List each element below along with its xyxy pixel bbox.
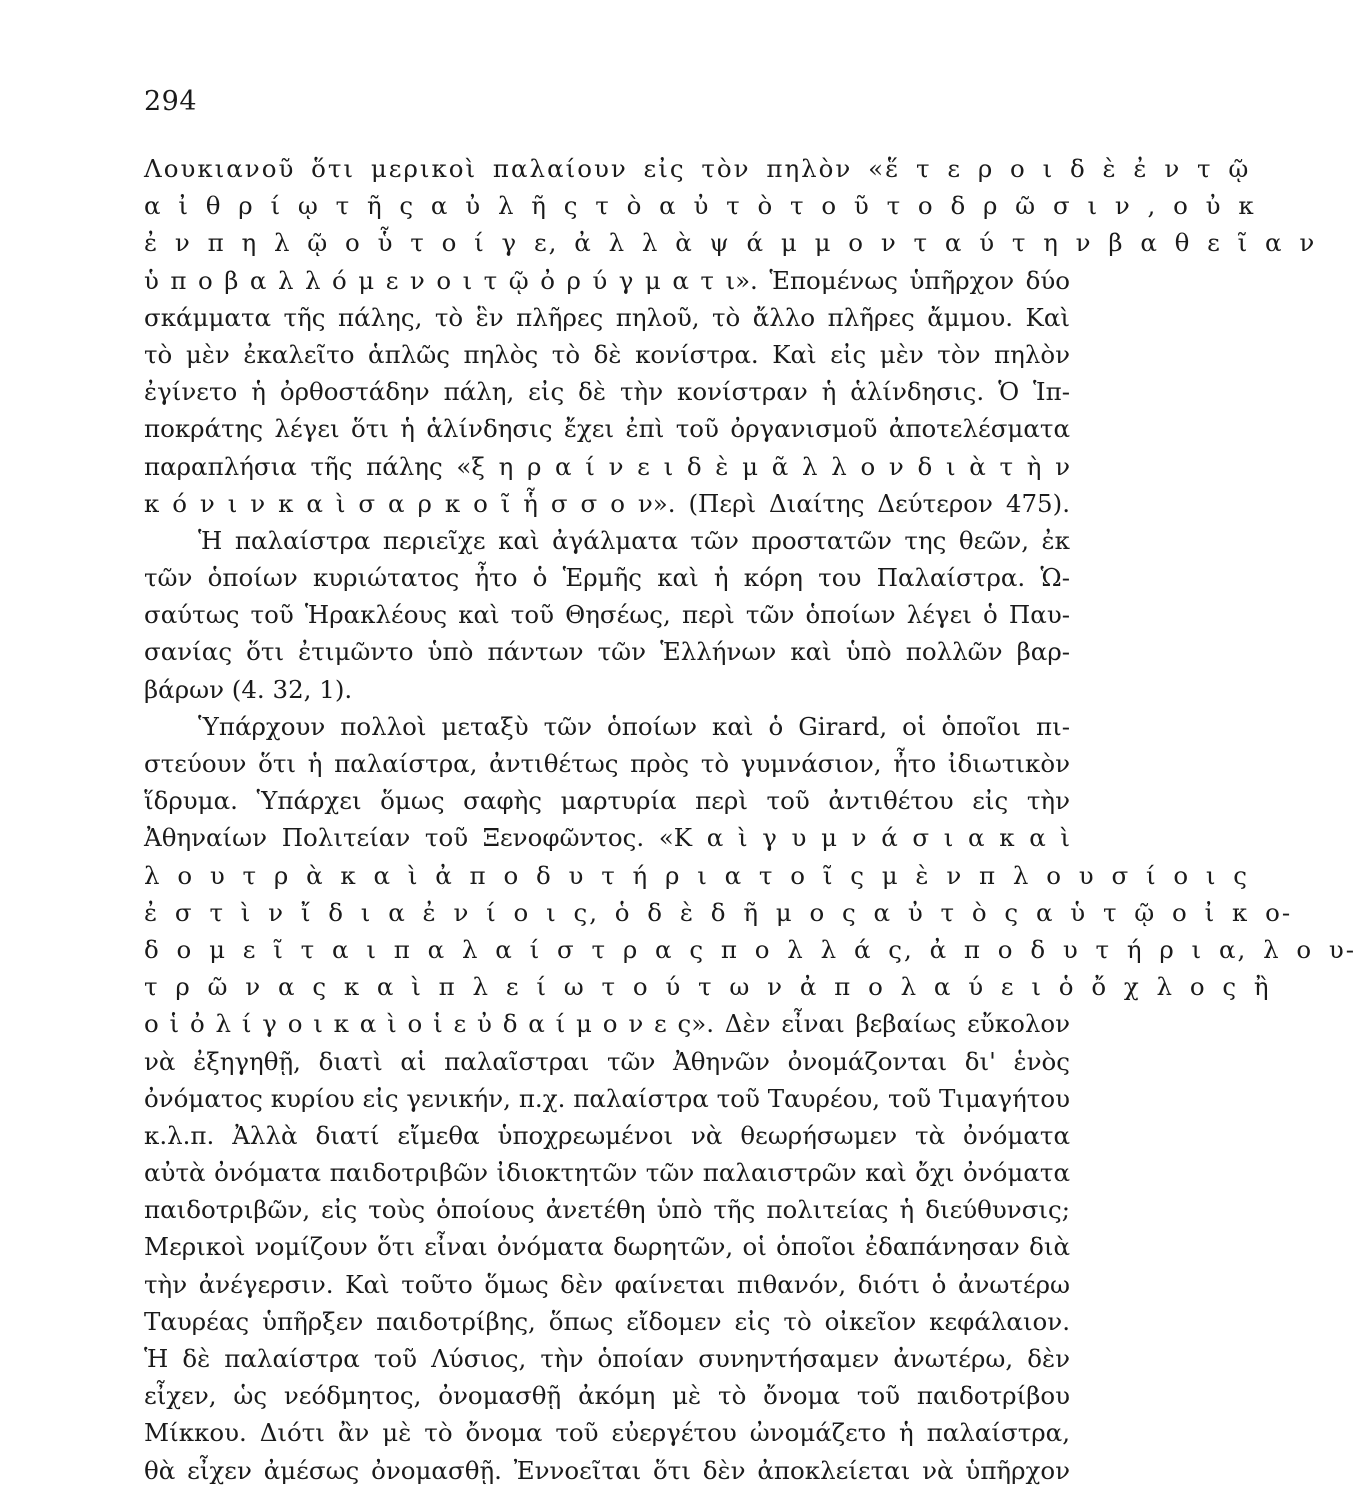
text-line: ὀνόματος κυρίου εἰς γενικήν, π.χ. παλαίστρα τοῦ Ταυρέου, τοῦ Τιμαγήτου — [144, 1083, 1070, 1113]
text-line: σκάμματα τῆς πάλης, τὸ ἓν πλῆρες πηλοῦ, τὸ ἄλλο πλῆρες ἄμμου. Καὶ — [144, 302, 1070, 332]
text-line: Μερικοὶ νομίζουν ὅτι εἶναι ὀνόματα δωρητῶν, οἱ ὁποῖοι ἐδαπάνησαν διὰ — [144, 1232, 1070, 1262]
text-line: παιδοτριβῶν, εἰς τοὺς ὁποίους ἀνετέθη ὑπὸ τῆς πολιτείας ἡ διεύθυνσις; — [144, 1195, 1070, 1225]
text-line: Λουκιανοῦ ὅτι μερικοὶ παλαίουν εἰς τὸν πηλὸν «ἕ τ ε ρ ο ι δ ὲ ἐ ν τ ῷ — [144, 154, 1251, 183]
text-line: τὸ μὲν ἐκαλεῖτο ἁπλῶς πηλὸς τὸ δὲ κονίστρα. Καὶ εἰς μὲν τὸν πηλὸν — [144, 339, 1070, 369]
text-line: ἐ σ τ ὶ ν ἴ δ ι α ἐ ν ί ο ι ς, ὁ δ ὲ δ ῆ μ ο ς α ὐ τ ὸ ς α ὑ τ ῷ ο ἰ κ ο- — [144, 897, 1293, 927]
text-line: τῶν ὁποίων κυριώτατος ἦτο ὁ Ἑρμῆς καὶ ἡ κόρη του Παλαίστρα. Ὡ- — [144, 563, 1070, 593]
text-line: Μίκκου. Διότι ἂν μὲ τὸ ὄνομα τοῦ εὐεργέτου ὠνομάζετο ἡ παλαίστρα, — [144, 1418, 1070, 1448]
text-line: ποκράτης λέγει ὅτι ἡ ἁλίνδησις ἔχει ἐπὶ τοῦ ὀργανισμοῦ ἀποτελέσματα — [144, 414, 1070, 444]
paragraph-end-line: βάρων (4. 32, 1). — [144, 674, 353, 704]
text-line: σαύτως τοῦ Ἡρακλέους καὶ τοῦ Θησέως, περὶ τῶν ὁποίων λέγει ὁ Παυ- — [144, 600, 1070, 630]
text-line: εἶχεν, ὡς νεόδμητος, ὀνομασθῇ ἀκόμη μὲ τὸ ὄνομα τοῦ παιδοτρίβου — [144, 1381, 1070, 1411]
paragraph-start-line: Ὑπάρχουν πολλοὶ μεταξὺ τῶν ὁποίων καὶ ὁ Girard, οἱ ὁποῖοι πι- — [198, 711, 1070, 741]
text-line: κ.λ.π. Ἀλλὰ διατί εἴμεθα ὑποχρεωμένοι νὰ θεωρήσωμεν τὰ ὀνόματα — [144, 1120, 1070, 1150]
text-line: νὰ ἐξηγηθῇ, διατὶ αἱ παλαῖστραι τῶν Ἀθηνῶν ὀνομάζονται δι' ἑνὸς — [144, 1046, 1070, 1076]
text-line: ο ἱ ὀ λ ί γ ο ι κ α ὶ ο ἱ ε ὐ δ α ί μ ο ν ε ς». Δὲν εἶναι βεβαίως εὔκολον — [144, 1009, 1070, 1039]
text-line: λ ο υ τ ρ ὰ κ α ὶ ἀ π ο δ υ τ ή ρ ι α τ ο ῖ ς μ ὲ ν π λ ο υ σ ί ο ι ς — [144, 860, 1250, 890]
text-line: στεύουν ὅτι ἡ παλαίστρα, ἀντιθέτως πρὸς τὸ γυμνάσιον, ἦτο ἰδιωτικὸν — [144, 749, 1070, 778]
text-line: Ἀθηναίων Πολιτείαν τοῦ Ξενοφῶντος. «Κ α ὶ γ υ μ ν ά σ ι α κ α ὶ — [144, 823, 1070, 853]
text-line: τ ρ ῶ ν α ς κ α ὶ π λ ε ί ω τ ο ύ τ ω ν ἀ π ο λ α ύ ε ι ὁ ὄ χ λ ο ς ἢ — [144, 972, 1271, 1002]
text-line: ἵδρυμα. Ὑπάρχει ὅμως σαφὴς μαρτυρία περὶ τοῦ ἀντιθέτου εἰς τὴν — [144, 786, 1070, 816]
text-line: δ ο μ ε ῖ τ α ι π α λ α ί σ τ ρ α ς π ο λ λ ά ς, ἀ π ο δ υ τ ή ρ ι α, λ ο υ- — [144, 934, 1356, 964]
text-line: σανίας ὅτι ἐτιμῶντο ὑπὸ πάντων τῶν Ἑλλήνων καὶ ὑπὸ πολλῶν βαρ- — [144, 637, 1070, 667]
body-text — [144, 150, 1356, 1489]
text-line: θὰ εἶχεν ἀμέσως ὀνομασθῇ. Ἐννοεῖται ὅτι δὲν ἀποκλείεται νὰ ὑπῆρχον — [144, 1455, 1070, 1485]
text-line: ἐγίνετο ἡ ὀρθοστάδην πάλη, εἰς δὲ τὴν κονίστραν ἡ ἁλίνδησις. Ὁ Ἱπ- — [144, 377, 1070, 407]
text-line: Ἡ δὲ παλαίστρα τοῦ Λύσιος, τὴν ὁποίαν συνηντήσαμεν ἀνωτέρω, δὲν — [144, 1344, 1070, 1373]
text-line: ὑ π ο β α λ λ ό μ ε ν ο ι τ ῷ ὀ ρ ύ γ μ α τ ι». Ἑπομένως ὑπῆρχον δύο — [144, 265, 1070, 295]
text-line: αὐτὰ ὀνόματα παιδοτριβῶν ἰδιοκτητῶν τῶν παλαιστρῶν καὶ ὄχι ὀνόματα — [144, 1158, 1070, 1188]
text-line: Ταυρέας ὑπῆρξεν παιδοτρίβης, ὅπως εἴδομεν εἰς τὸ οἰκεῖον κεφάλαιον. — [144, 1306, 1070, 1336]
text-line: α ἰ θ ρ ί ῳ τ ῆ ς α ὐ λ ῆ ς τ ὸ α ὐ τ ὸ τ ο ῦ τ ο δ ρ ῶ σ ι ν , ο ὐ κ — [144, 191, 1256, 221]
page-number: 294 — [144, 86, 198, 117]
paragraph-start-line: Ἡ παλαίστρα περιεῖχε καὶ ἀγάλματα τῶν προστατῶν της θεῶν, ἐκ — [198, 525, 1070, 555]
text-line: τὴν ἀνέγερσιν. Καὶ τοῦτο ὅμως δὲν φαίνεται πιθανόν, διότι ὁ ἀνωτέρω — [144, 1269, 1070, 1299]
text-line: ἐ ν π η λ ῷ ο ὗ τ ο ί γ ε, ἀ λ λ ὰ ψ ά μ μ ο ν τ α ύ τ η ν β α θ ε ῖ α ν — [144, 228, 1317, 258]
text-line: παραπλήσια τῆς πάλης «ξ η ρ α ί ν ε ι δ ὲ μ ᾶ λ λ ο ν δ ι ὰ τ ὴ ν — [144, 451, 1070, 481]
text-line: κ ό ν ι ν κ α ὶ σ α ρ κ ο ῖ ἧ σ σ ο ν». (Περὶ Διαίτης Δεύτερον 475). — [144, 488, 1070, 518]
